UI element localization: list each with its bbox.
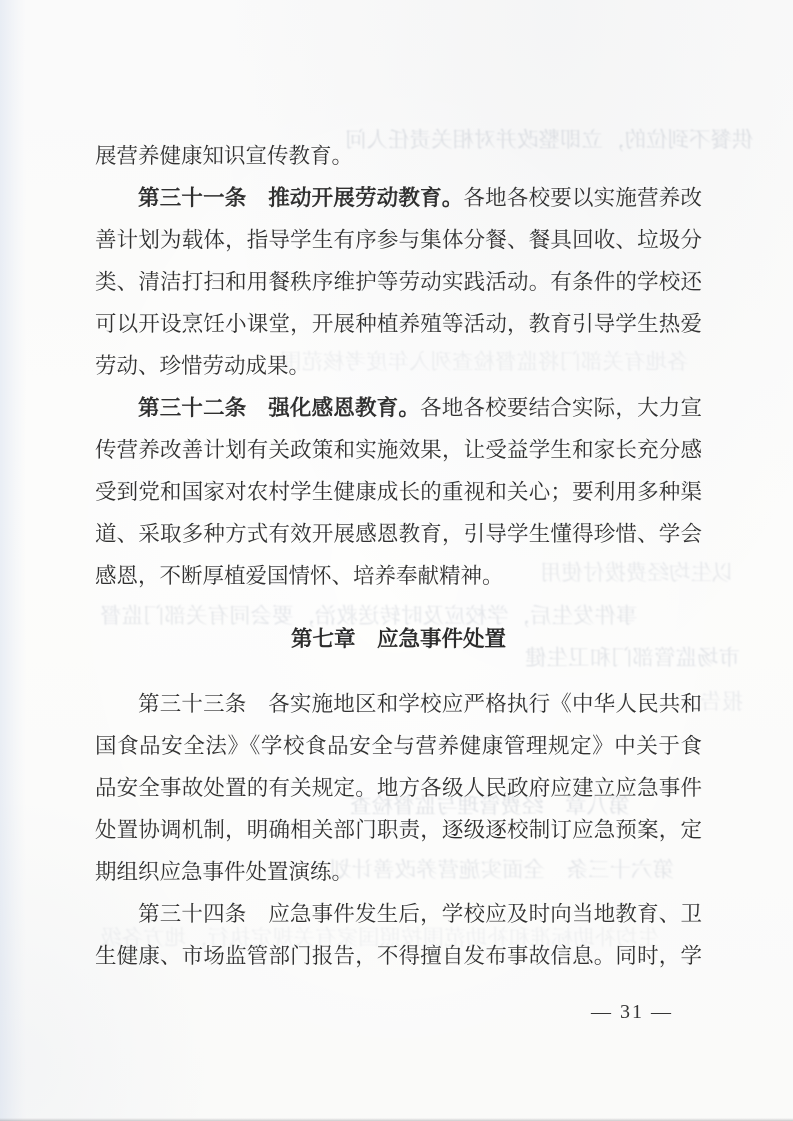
line-text: 各地各校要以实施营养改	[463, 186, 702, 210]
text-line	[95, 177, 702, 219]
chapter-heading: 第七章 应急事件处置	[290, 627, 506, 651]
paragraph	[95, 893, 702, 977]
bleedthrough-text: 供餐不到位的，立即整改并对相关责任人问	[345, 128, 754, 152]
bleedthrough-text: 各地有关部门将监督检查列入年度考核范围	[280, 350, 689, 374]
paragraph	[95, 387, 702, 597]
text-line	[95, 683, 702, 725]
text-line	[95, 387, 702, 429]
text-line: 善计划为载体，指导学生有序参与集体分餐、餐具回收、垃圾分	[95, 228, 702, 252]
bleedthrough-text: 事件发生后，学校应及时转送救治，要会同有关部门监督	[100, 604, 638, 628]
text-line: 受到党和国家对农村学生健康成长的重视和关心；要利用多种渠	[95, 480, 702, 504]
text-line: 道、采取多种方式有效开展感恩教育，引导学生懂得珍惜、学会	[95, 522, 702, 546]
document-body	[95, 135, 702, 977]
line-text: 各实施地区和学校应严格执行《中华人民共和	[268, 692, 702, 716]
text-line: 国食品安全法》《学校食品安全与营养健康管理规定》中关于食	[95, 734, 702, 758]
text-line: 处置协调机制，明确相关部门职责，逐级逐校制订应急预案，定	[95, 818, 702, 842]
bleedthrough-text: 第六十三条 全面实施营养改善计划	[330, 858, 675, 882]
text-line: 类、清洁打扫和用餐秩序维护等劳动实践活动。有条件的学校还	[95, 270, 702, 294]
bleedthrough-text: 市场监管部门和卫生健	[525, 646, 741, 670]
article-lead: 第三十四条	[138, 902, 269, 926]
text-line: 劳动、珍惜劳动成果。	[95, 354, 311, 378]
line-text: 各地各校要结合实际，大力宣	[420, 396, 702, 420]
paragraph	[95, 683, 702, 893]
text-line: 展营养健康知识宣传教育。	[95, 144, 354, 168]
line-text: 应急事件发生后，学校应及时向当地教育、卫	[268, 902, 702, 926]
article-lead: 第三十一条 推动开展劳动教育。	[138, 186, 464, 210]
text-line: 品安全事故处置的有关规定。地方各级人民政府应建立应急事件	[95, 776, 702, 800]
bleedthrough-text: 生均补助标准和补助范围按照国家有关规定执行，地方各级	[100, 926, 660, 950]
text-line: 生健康、市场监管部门报告，不得擅自发布事故信息。同时，学	[95, 944, 702, 968]
page-number-text: — 31 —	[591, 1001, 673, 1023]
paragraph	[95, 177, 702, 387]
page-number	[591, 1000, 673, 1024]
bleedthrough-text: 以生均经费拨付使用	[540, 561, 734, 585]
paragraph	[95, 135, 702, 177]
scan-edge-left	[0, 0, 26, 1121]
text-line: 传营养改善计划有关政策和实施效果，让受益学生和家长充分感	[95, 438, 702, 462]
text-line: 可以开设烹饪小课堂，开展种植养殖等活动，教育引导学生热爱	[95, 312, 702, 336]
text-line	[95, 893, 702, 935]
article-lead: 第三十三条	[138, 692, 269, 716]
text-line: 期组织应急事件处置演练。	[95, 860, 354, 884]
article-lead: 第三十二条 强化感恩教育。	[138, 396, 421, 420]
text-line: 感恩，不断厚植爱国情怀、培养奉献精神。	[95, 564, 504, 588]
bleedthrough-text: 报告	[700, 690, 744, 714]
bleedthrough-text: 第八章 经费管理与监督检查	[350, 794, 630, 818]
